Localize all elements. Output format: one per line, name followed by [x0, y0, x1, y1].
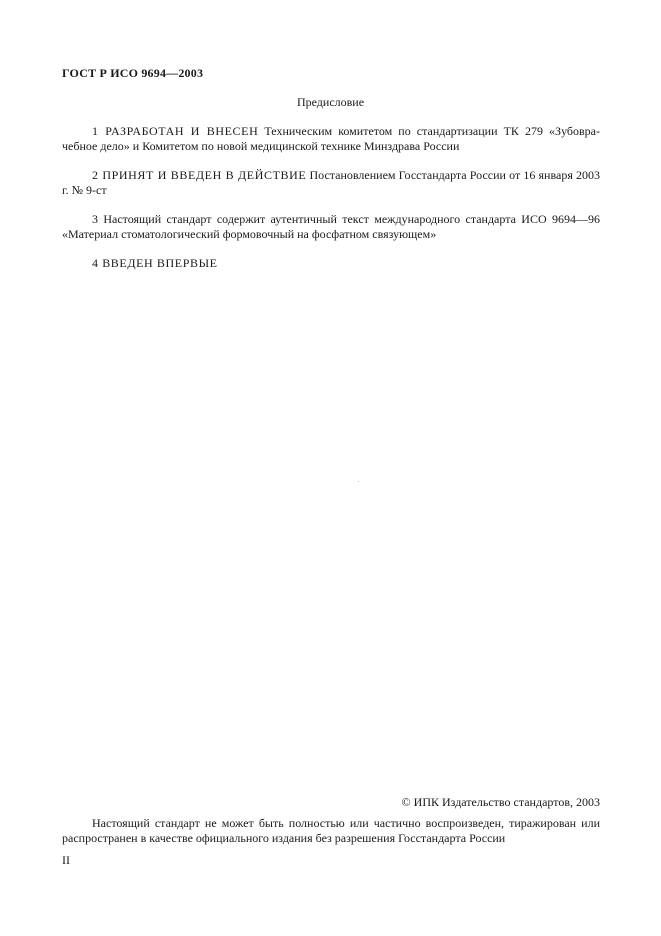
preface-item-4: [62, 256, 600, 271]
preface-item-3: [62, 212, 600, 242]
preface-item-2-text: Постановлением Госстандарта России от 16 января 2003 г. № 9-ст: [62, 168, 600, 197]
copyright-line: © ИПК Издательство стандартов, 2003: [401, 795, 600, 809]
preface-item-4-lead: 4 ВВЕДЕН ВПЕРВЫЕ: [92, 256, 218, 270]
preface-item-1: [62, 124, 600, 154]
preface-body: [62, 124, 600, 285]
preface-item-1-text: Техническим комитетом по стандартизации ТК 279 «Зубовра-чебное дело» и Комитетом по новой медицинской технике Минздрава России: [62, 124, 600, 153]
preface-item-2-lead: 2 ПРИНЯТ И ВВЕДЕН В ДЕЙСТВИЕ: [92, 168, 307, 182]
reproduction-notice: Настоящий стандарт не может быть полностью или частично воспроизведен, тиражирован или распространен в качестве официального издания без разрешения Госстандарта России: [62, 816, 600, 845]
preface-title: Предисловие: [296, 95, 365, 109]
scan-speck: [358, 481, 359, 482]
preface-item-1-lead: 1 РАЗРАБОТАН И ВНЕСЕН: [92, 124, 259, 138]
preface-item-2: [62, 168, 600, 198]
preface-item-3-text: 3 Настоящий стандарт содержит аутентичный текст международного стандарта ИСО 9694—96 «Материал стоматологический формовочный на фосфатном связующем»: [62, 212, 600, 241]
page-number: II: [62, 853, 70, 867]
document-code: ГОСТ Р ИСО 9694—2003: [62, 66, 204, 80]
